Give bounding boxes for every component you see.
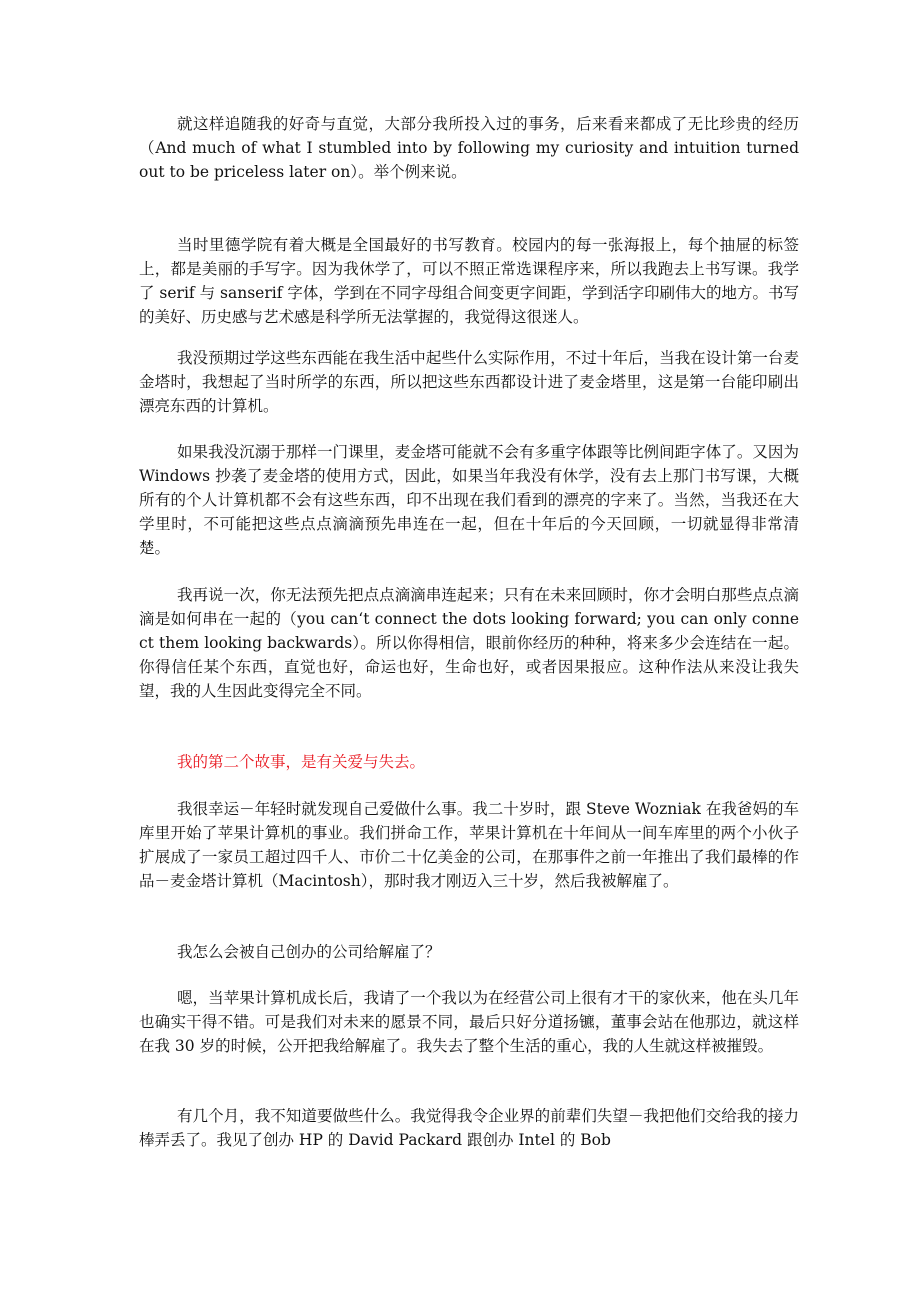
paragraph-fired-question: 我怎么会被自己创办的公司给解雇了？ (177, 943, 441, 961)
paragraph-curiosity-intuition: 就这样追随我的好奇与直觉，大部分我所投入过的事务，后来看来都成了无比珍贵的经历（And much of what I stumbled into by following my curiosity and intuition turned out to be priceless later on）。举个例来说。 (139, 115, 799, 181)
paragraph-board-dismissal: 嗯，当苹果计算机成长后，我请了一个我以为在经营公司上很有才干的家伙来，他在头几年也确实干得不错。可是我们对未来的愿景不同，最后只好分道扬镳，董事会站在他那边，就这样在我 30 岁的时候，公开把我给解雇了。我失去了整个生活的重心，我的人生就这样被摧毁。 (139, 989, 799, 1055)
paragraph-calligraphy-class: 当时里德学院有着大概是全国最好的书写教育。校园内的每一张海报上，每个抽屉的标签上，都是美丽的手写字。因为我休学了，可以不照正常选课程序来，所以我跑去上书写课。我学了 serif 与 sanserif 字体，学到在不同字母组合间变更字间距，学到活字印刷伟大的地方。书写的美好、历史感与艺术感是科学所无法掌握的，我觉得这很迷人。 (139, 236, 799, 326)
paragraph-macintosh-design: 我没预期过学这些东西能在我生活中起些什么实际作用，不过十年后，当我在设计第一台麦金塔时，我想起了当时所学的东西，所以把这些东西都设计进了麦金塔里，这是第一台能印刷出漂亮东西的计算机。 (139, 349, 799, 415)
paragraph-connect-the-dots: 我再说一次，你无法预先把点点滴滴串连起来；只有在未来回顾时，你才会明白那些点点滴滴是如何串在一起的（you can‘t connect the dots looking forward; you can only connect them looking backwards）。所以你得相信，眼前你经历的种种，将来多少会连结在一起。你得信任某个东西，直觉也好，命运也好，生命也好，或者因果报应。这种作法从来没让我失望，我的人生因此变得完全不同。 (139, 586, 799, 700)
paragraph-fonts-windows: 如果我没沉溺于那样一门课里，麦金塔可能就不会有多重字体跟等比例间距字体了。又因为 Windows 抄袭了麦金塔的使用方式，因此，如果当年我没有休学，没有去上那门书写课，大概所有的个人计算机都不会有这些东西，印不出现在我们看到的漂亮的字来了。当然，当我还在大学里时，不可能把这些点点滴滴预先串连在一起，但在十年后的今天回顾，一切就显得非常清楚。 (139, 443, 799, 557)
paragraph-months-after: 有几个月，我不知道要做些什么。我觉得我令企业界的前辈们失望－我把他们交给我的接力棒弄丢了。我见了创办 HP 的 David Packard 跟创办 Intel 的 Bob (139, 1107, 799, 1149)
section-heading-love-and-loss: 我的第二个故事，是有关爱与失去。 (177, 753, 426, 771)
paragraph-apple-founding: 我很幸运－年轻时就发现自己爱做什么事。我二十岁时，跟 Steve Wozniak 在我爸妈的车库里开始了苹果计算机的事业。我们拼命工作，苹果计算机在十年间从一间车库里的两个小伙子扩展成了一家员工超过四千人、市价二十亿美金的公司，在那事件之前一年推出了我们最棒的作品－麦金塔计算机（Macintosh），那时我才刚迈入三十岁，然后我被解雇了。 (139, 800, 799, 890)
